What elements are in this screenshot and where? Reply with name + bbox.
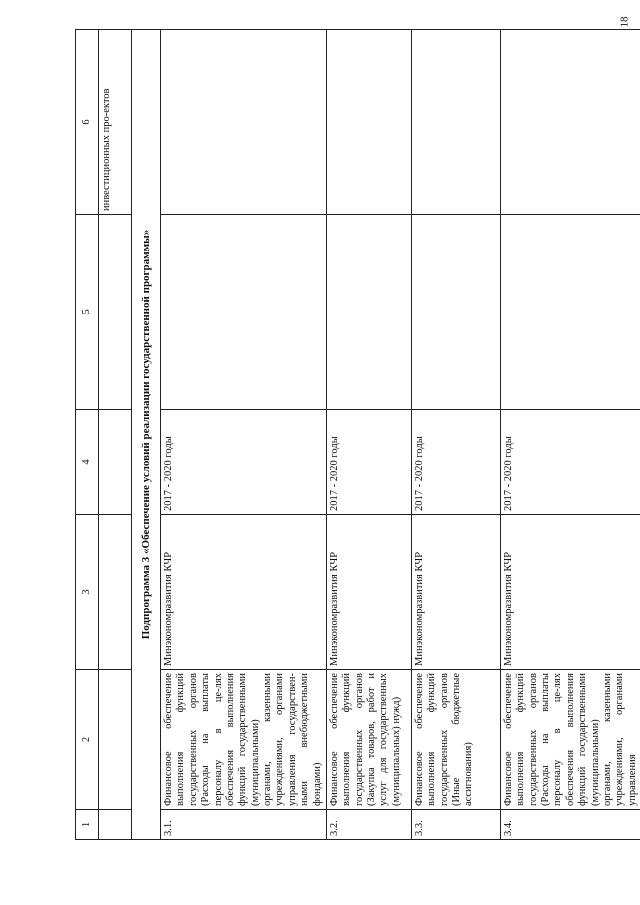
row-name: Финансовое обеспечение выполнения функций государственных органов (Расходы на выплаты персоналу в це-лях обеспечения выполнения функций государственными (муниципальными) органами, казенными учреждениями, органами управления государствен-ными внебюджетными фондами) — [161, 670, 327, 810]
table-row — [411, 30, 500, 840]
cell — [500, 30, 640, 215]
cell — [99, 810, 132, 840]
cell — [99, 215, 132, 410]
subprogram-row — [132, 30, 161, 840]
continuation-text: инвестиционных про-ектов — [99, 30, 132, 215]
cell — [411, 30, 500, 215]
row-name: Финансовое обеспечение выполнения функций государственных органов (Закупка товаров, работ и услуг для государственных (муниципальных) нужд) — [326, 670, 411, 810]
table-row — [161, 30, 327, 840]
row-number: 3.2. — [326, 810, 411, 840]
cell — [500, 215, 640, 410]
header-col-3: 3 — [76, 515, 99, 670]
row-executor: Минэкономразвития КЧР — [326, 515, 411, 670]
header-col-2: 2 — [76, 670, 99, 810]
table-row — [500, 30, 640, 840]
header-col-1: 1 — [76, 810, 99, 840]
header-col-4: 4 — [76, 410, 99, 515]
row-executor: Минэкономразвития КЧР — [161, 515, 327, 670]
page-number: 18 — [618, 16, 631, 28]
row-executor: Минэкономразвития КЧР — [500, 515, 640, 670]
row-number: 3.3. — [411, 810, 500, 840]
cell — [161, 215, 327, 410]
row-period: 2017 - 2020 годы — [500, 410, 640, 515]
header-col-5: 5 — [76, 215, 99, 410]
cell — [411, 215, 500, 410]
row-period: 2017 - 2020 годы — [326, 410, 411, 515]
header-col-6: 6 — [76, 30, 99, 215]
row-executor: Минэкономразвития КЧР — [411, 515, 500, 670]
table-row — [326, 30, 411, 840]
program-table — [75, 29, 640, 840]
row-name: Финансовое обеспечение выполнения функций государственных органов (Иные бюджетные ассигнования) — [411, 670, 500, 810]
rotated-table-sheet — [75, 30, 638, 840]
row-period: 2017 - 2020 годы — [411, 410, 500, 515]
row-number: 3.4. — [500, 810, 640, 840]
cell — [326, 215, 411, 410]
subprogram-title: Подпрограмма 3 «Обеспечение условий реализации государственной программы» — [132, 30, 161, 840]
cell — [99, 670, 132, 810]
header-row — [76, 30, 99, 840]
row-number: 3.1. — [161, 810, 327, 840]
cell — [99, 515, 132, 670]
cell — [99, 410, 132, 515]
row-period: 2017 - 2020 годы — [161, 410, 327, 515]
cell — [326, 30, 411, 215]
cell — [161, 30, 327, 215]
row-name: Финансовое обеспечение выполнения функций государственных органов (Расходы на выплаты персоналу в це-лях обеспечения выполнения функций государственными (муниципальными) органами, казенными учреждениями, органами управления — [500, 670, 640, 810]
continuation-row — [99, 30, 132, 840]
